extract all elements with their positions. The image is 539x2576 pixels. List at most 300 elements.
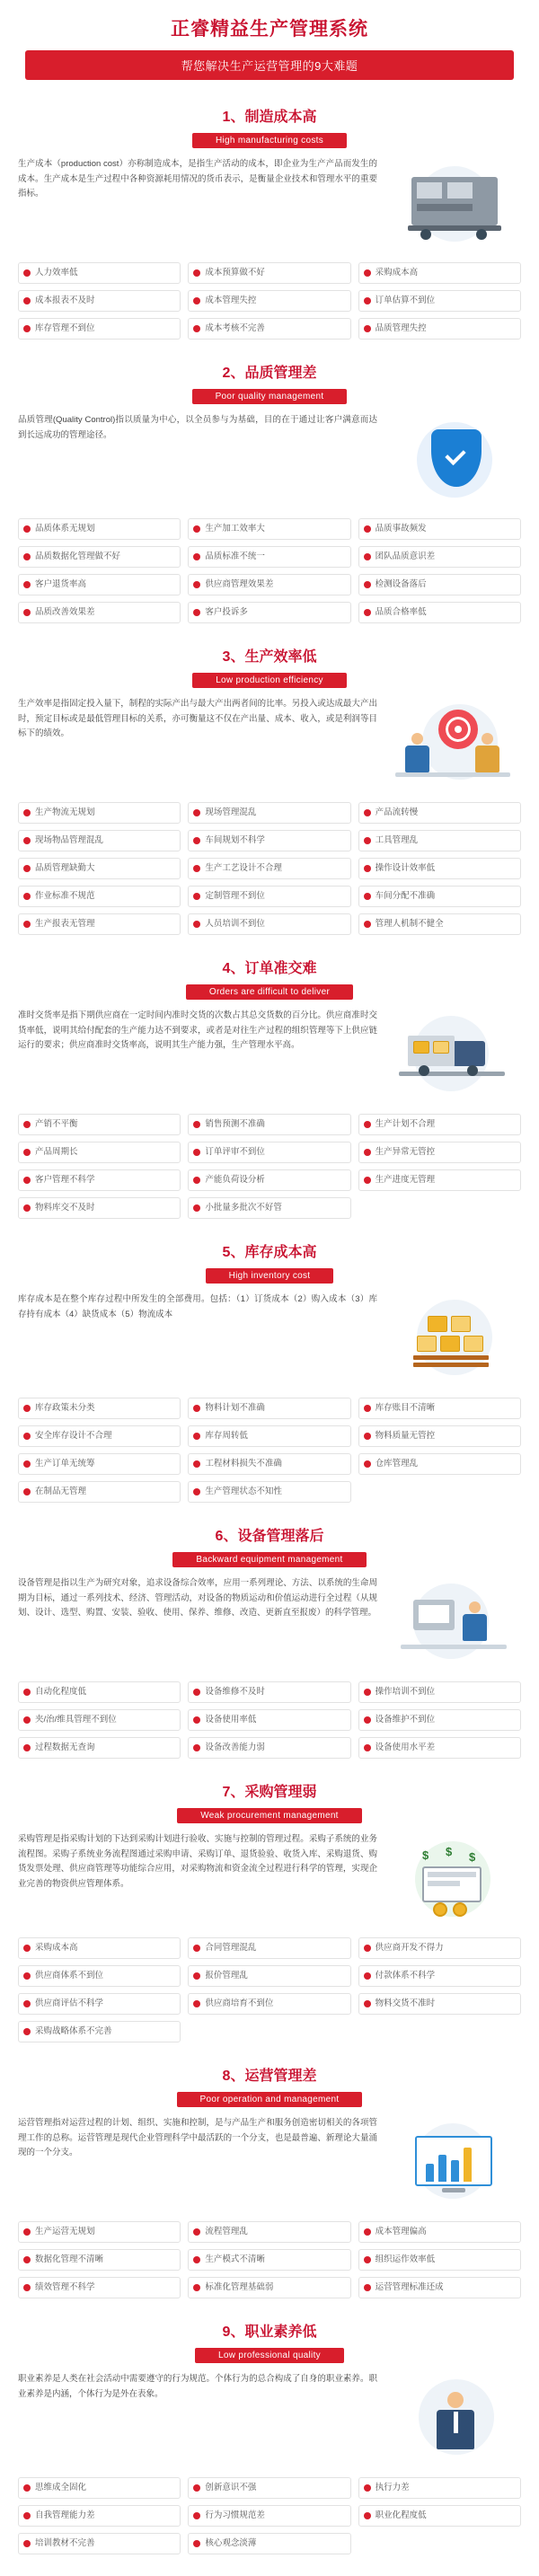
- bullet-dot-icon: [23, 325, 31, 332]
- bullet-dot-icon: [23, 1433, 31, 1440]
- bullet-dot-icon: [364, 1433, 371, 1440]
- bullet-label: 人员培训不到位: [205, 919, 265, 930]
- bullet-item: [358, 1425, 521, 1447]
- bullet-label: 采购成本高: [375, 268, 419, 278]
- bullet-label: 物料质量无管控: [375, 1431, 436, 1442]
- bullet-dot-icon: [364, 297, 371, 304]
- bullet-dot-icon: [23, 1149, 31, 1156]
- section-en-wrap: [13, 2090, 526, 2107]
- bullet-item: [188, 1993, 350, 2015]
- bullet-dot-icon: [364, 921, 371, 928]
- section-en-wrap: [13, 671, 526, 688]
- bullet-label: 设备使用水平差: [375, 1742, 436, 1753]
- bullet-item: [358, 318, 521, 340]
- bullet-label: 生产运营无规划: [35, 2227, 95, 2237]
- section-body: [13, 1292, 526, 1387]
- bullet-item: [188, 1197, 350, 1219]
- bullet-item: [358, 602, 521, 623]
- bullet-label: 自我管理能力差: [35, 2510, 95, 2521]
- bullet-dot-icon: [23, 2512, 31, 2519]
- bullet-label: 供应商开发不得力: [375, 1943, 444, 1954]
- bullet-item: [18, 1965, 181, 1987]
- bullet-dot-icon: [193, 325, 200, 332]
- bullet-label: 供应商培育不到位: [205, 1998, 274, 2009]
- bullet-dot-icon: [193, 837, 200, 844]
- section-title: 8、运营管理差: [222, 2069, 317, 2084]
- bullet-label: 生产报表无管理: [35, 919, 95, 930]
- bullet-item: [18, 2021, 181, 2042]
- bullet-dot-icon: [364, 325, 371, 332]
- bullet-label: 品质合格率低: [375, 607, 427, 618]
- section-body: [13, 1009, 526, 1103]
- bullet-item: [18, 830, 181, 851]
- bullet-item: [18, 1937, 181, 1959]
- section-bullets: [18, 1114, 521, 1219]
- bullet-dot-icon: [23, 2000, 31, 2007]
- bullet-dot-icon: [364, 837, 371, 844]
- bullet-dot-icon: [23, 1689, 31, 1696]
- section-en-badge: High inventory cost: [206, 1268, 334, 1284]
- section-5: [0, 1231, 539, 1503]
- bullet-dot-icon: [23, 297, 31, 304]
- bullet-item: [18, 1197, 181, 1219]
- bullet-dot-icon: [193, 525, 200, 533]
- bullet-label: 工具管理乱: [375, 835, 419, 846]
- bullet-item: [188, 1114, 350, 1135]
- bullet-dot-icon: [364, 893, 371, 900]
- bullet-dot-icon: [193, 1488, 200, 1495]
- bullet-dot-icon: [193, 1689, 200, 1696]
- bullet-label: 成本管理失控: [205, 296, 257, 306]
- bullet-item: [18, 574, 181, 595]
- bullet-item: [188, 1425, 350, 1447]
- bullet-item: [18, 913, 181, 935]
- bullet-item: [18, 1737, 181, 1759]
- section-bullets: [18, 518, 521, 623]
- bullet-item: [358, 518, 521, 540]
- bullet-item: [188, 2533, 350, 2554]
- bullet-item: [188, 546, 350, 568]
- bullet-item: [18, 1398, 181, 1419]
- bullet-label: 产品流转慢: [375, 807, 419, 818]
- bullet-item: [18, 2477, 181, 2499]
- bullet-label: 团队品质意识差: [375, 551, 436, 562]
- bullet-label: 付款体系不科学: [375, 1971, 436, 1981]
- bullet-label: 操作培训不到位: [375, 1687, 436, 1698]
- bullet-dot-icon: [193, 1716, 200, 1724]
- bullet-dot-icon: [193, 893, 200, 900]
- bullet-item: [358, 830, 521, 851]
- bullet-dot-icon: [23, 609, 31, 616]
- section-title: 4、订单准交难: [222, 961, 317, 976]
- bullet-label: 过程数据无查询: [35, 1742, 95, 1753]
- bullet-item: [358, 2249, 521, 2271]
- bullet-dot-icon: [23, 2284, 31, 2291]
- bullet-dot-icon: [23, 1716, 31, 1724]
- bullet-item: [358, 1453, 521, 1475]
- bullet-label: 生产订单无统筹: [35, 1459, 95, 1469]
- bullet-label: 生产异常无管控: [375, 1147, 436, 1158]
- bullet-label: 车间分配不准确: [375, 891, 436, 902]
- bullet-item: [18, 1681, 181, 1703]
- bullet-item: [18, 518, 181, 540]
- bullet-label: 生产模式不清晰: [205, 2254, 265, 2265]
- section-9: [0, 2311, 539, 2554]
- bullet-label: 定制管理不到位: [205, 891, 265, 902]
- section-illustration-warehouse: [386, 1292, 521, 1387]
- bullet-dot-icon: [193, 553, 200, 560]
- bullet-dot-icon: [193, 1460, 200, 1468]
- bullet-item: [358, 1142, 521, 1163]
- bullet-label: 供应商评估不科学: [35, 1998, 104, 2009]
- bullet-label: 报价管理乱: [205, 1971, 248, 1981]
- section-en-badge: High manufacturing costs: [192, 133, 347, 148]
- bullet-label: 采购战略体系不完善: [35, 2026, 112, 2037]
- bullet-item: [188, 1937, 350, 1959]
- section-7: [0, 1771, 539, 2042]
- bullet-item: [188, 1398, 350, 1419]
- bullet-label: 产能负荷设分析: [205, 1175, 265, 1186]
- section-en-badge: Low professional quality: [195, 2348, 344, 2363]
- bullet-item: [358, 1398, 521, 1419]
- bullet-dot-icon: [23, 1121, 31, 1128]
- section-bullets: [18, 2221, 521, 2298]
- bullet-item: [188, 2249, 350, 2271]
- section-en-wrap: [13, 1806, 526, 1823]
- section-illustration-person: [386, 2372, 521, 2466]
- bullet-label: 采购成本高: [35, 1943, 78, 1954]
- section-6: [0, 1515, 539, 1759]
- bullet-dot-icon: [193, 609, 200, 616]
- section-body: [13, 697, 526, 791]
- section-en-badge: Poor quality management: [192, 389, 348, 404]
- bullet-label: 检测设备落后: [375, 579, 427, 590]
- section-en-badge: Weak procurement management: [177, 1808, 362, 1823]
- bullet-item: [18, 1142, 181, 1163]
- bullet-item: [358, 574, 521, 595]
- bullet-label: 人力效率低: [35, 268, 78, 278]
- bullet-dot-icon: [23, 921, 31, 928]
- bullet-label: 供应商体系不到位: [35, 1971, 104, 1981]
- bullet-label: 产销不平衡: [35, 1119, 78, 1130]
- bullet-label: 组织运作效率低: [375, 2254, 436, 2265]
- bullet-label: 订单估算不到位: [375, 296, 436, 306]
- bullet-dot-icon: [23, 2484, 31, 2492]
- bullet-dot-icon: [364, 525, 371, 533]
- bullet-dot-icon: [364, 809, 371, 816]
- bullet-label: 流程管理乱: [205, 2227, 248, 2237]
- bullet-dot-icon: [364, 1460, 371, 1468]
- bullet-label: 行为习惯规范差: [205, 2510, 265, 2521]
- bullet-item: [358, 2505, 521, 2527]
- bullet-label: 绩效管理不科学: [35, 2282, 95, 2293]
- bullet-label: 自动化程度低: [35, 1687, 87, 1698]
- section-4: [0, 948, 539, 1219]
- section-title: 3、生产效率低: [222, 649, 317, 665]
- bullet-item: [188, 802, 350, 824]
- bullet-label: 产品周期长: [35, 1147, 78, 1158]
- section-en-wrap: [13, 1266, 526, 1284]
- bullet-dot-icon: [364, 2284, 371, 2291]
- bullet-item: [18, 1709, 181, 1731]
- bullet-label: 设备使用率低: [205, 1715, 257, 1725]
- bullet-label: 品质管理缺勤大: [35, 863, 95, 874]
- bullet-label: 创新意识不强: [205, 2483, 257, 2493]
- bullet-dot-icon: [23, 2540, 31, 2547]
- section-3: [0, 636, 539, 935]
- section-title: 7、采购管理弱: [222, 1785, 317, 1800]
- section-illustration-equipment: [386, 1576, 521, 1671]
- bullet-item: [188, 1681, 350, 1703]
- bullet-item: [18, 1453, 181, 1475]
- bullet-label: 车间规划不科学: [205, 835, 265, 846]
- bullet-dot-icon: [193, 297, 200, 304]
- section-bullets: [18, 1937, 521, 2042]
- bullet-label: 标准化管理基础弱: [205, 2282, 274, 2293]
- bullet-dot-icon: [193, 1149, 200, 1156]
- bullet-label: 品质事故频发: [375, 524, 427, 534]
- bullet-label: 执行力差: [375, 2483, 410, 2493]
- bullet-label: 成本考核不完善: [205, 323, 265, 334]
- section-en-wrap: [13, 2346, 526, 2363]
- bullet-label: 安全库存设计不合理: [35, 1431, 112, 1442]
- section-description: 职业素养是人类在社会活动中需要遵守的行为规范。个体行为的总合构成了自身的职业素养。职业素养是内涵，个体行为是外在表象。: [18, 2374, 377, 2399]
- bullet-item: [188, 2505, 350, 2527]
- bullet-dot-icon: [193, 269, 200, 277]
- bullet-label: 成本管理偏高: [375, 2227, 427, 2237]
- bullet-label: 物料库交不及时: [35, 1203, 95, 1213]
- bullet-dot-icon: [364, 1945, 371, 1952]
- bullet-dot-icon: [23, 1204, 31, 1212]
- section-description: 准时交货率是指下期供应商在一定时间内准时交货的次数占其总交货数的百分比。供应商准时交货率低，说明其给付配套的生产能力达不到要求，或者是对往生产过程的组织管理等下上供应链运行的要求；供应商准时交货率高，说明其生产能力强，生产管理水平高。: [18, 1010, 377, 1051]
- bullet-label: 品质体系无规划: [35, 524, 95, 534]
- bullet-label: 成本预算做不好: [205, 268, 265, 278]
- bullet-item: [188, 518, 350, 540]
- bullet-label: 生产工艺设计不合理: [205, 863, 282, 874]
- bullet-item: [18, 886, 181, 907]
- bullet-dot-icon: [23, 1177, 31, 1184]
- bullet-dot-icon: [23, 2228, 31, 2236]
- bullet-item: [358, 290, 521, 312]
- section-2: [0, 352, 539, 623]
- bullet-item: [358, 1737, 521, 1759]
- bullet-dot-icon: [364, 553, 371, 560]
- section-illustration-money: $ $ $: [386, 1832, 521, 1927]
- bullet-dot-icon: [23, 525, 31, 533]
- bullet-label: 设备维护不到位: [375, 1715, 436, 1725]
- bullet-item: [18, 858, 181, 879]
- bullet-dot-icon: [364, 1716, 371, 1724]
- bullet-dot-icon: [23, 269, 31, 277]
- bullet-dot-icon: [23, 1945, 31, 1952]
- bullet-label: 成本报表不及时: [35, 296, 95, 306]
- bullet-item: [18, 1993, 181, 2015]
- bullet-dot-icon: [23, 1460, 31, 1468]
- bullet-dot-icon: [364, 1972, 371, 1980]
- section-en-badge: Low production efficiency: [192, 673, 347, 688]
- bullet-dot-icon: [364, 1149, 371, 1156]
- section-bullets: [18, 262, 521, 340]
- section-en-wrap: [13, 983, 526, 1000]
- bullet-item: [188, 318, 350, 340]
- bullet-dot-icon: [193, 1945, 200, 1952]
- bullet-dot-icon: [193, 1177, 200, 1184]
- bullet-dot-icon: [23, 2256, 31, 2263]
- bullet-dot-icon: [193, 2228, 200, 2236]
- section-en-wrap: [13, 131, 526, 148]
- bullet-label: 库存账目不清晰: [375, 1403, 436, 1414]
- bullet-label: 思维成全固化: [35, 2483, 87, 2493]
- section-illustration-factory: [386, 157, 521, 251]
- bullet-dot-icon: [364, 2228, 371, 2236]
- bullet-dot-icon: [23, 1744, 31, 1751]
- bullet-item: [18, 1481, 181, 1503]
- bullet-label: 订单评审不到位: [205, 1147, 265, 1158]
- bullet-dot-icon: [193, 1405, 200, 1412]
- section-body: [13, 2372, 526, 2466]
- bullet-label: 客户投诉多: [205, 607, 248, 618]
- bullet-label: 设备改善能力弱: [205, 1742, 265, 1753]
- bullet-item: [188, 1965, 350, 1987]
- bullet-item: [188, 602, 350, 623]
- bullet-item: [188, 830, 350, 851]
- bullet-item: [18, 1425, 181, 1447]
- bullet-item: [18, 290, 181, 312]
- bullet-dot-icon: [23, 2028, 31, 2035]
- bullet-item: [358, 2277, 521, 2298]
- bullet-item: [358, 1965, 521, 1987]
- section-en-badge: Orders are difficult to deliver: [186, 984, 353, 1000]
- section-1: [0, 96, 539, 340]
- bullet-item: [188, 886, 350, 907]
- bullet-label: 生产加工效率大: [205, 524, 265, 534]
- page-subtitle: 帮您解决生产运营管理的9大难题: [25, 50, 514, 80]
- bullet-item: [188, 290, 350, 312]
- bullet-item: [188, 262, 350, 284]
- bullet-dot-icon: [193, 2256, 200, 2263]
- section-bullets: [18, 802, 521, 935]
- section-description: 品质管理(Quality Control)指以质量为中心，以全员参与为基础，目的在于通过让客户满意而达到长远成功的管理途径。: [18, 415, 377, 440]
- bullet-label: 设备维修不及时: [205, 1687, 265, 1698]
- section-description: 生产成本（production cost）亦称制造成本，是指生产活动的成本，即企业为生产产品而发生的成本。生产成本是生产过程中各种资源耗用情况的货币表示，是衡量企业技术和管理水平的重要指标。: [18, 159, 377, 199]
- bullet-dot-icon: [193, 1204, 200, 1212]
- bullet-item: [188, 1142, 350, 1163]
- bullet-dot-icon: [23, 893, 31, 900]
- section-bullets: [18, 2477, 521, 2554]
- bullet-dot-icon: [364, 2512, 371, 2519]
- bullet-item: [18, 2277, 181, 2298]
- bullet-label: 物料计划不准确: [205, 1403, 265, 1414]
- bullet-item: [358, 262, 521, 284]
- bullet-dot-icon: [364, 269, 371, 277]
- bullet-label: 库存管理不到位: [35, 323, 95, 334]
- bullet-item: [358, 1993, 521, 2015]
- bullet-item: [188, 1737, 350, 1759]
- section-description: 运营管理指对运营过程的计划、组织、实施和控制，是与产品生产和服务创造密切相关的各项管理工作的总称。运营管理是现代企业管理科学中最活跃的一个分支，也是最普遍、新理论大量涌现的一个分支。: [18, 2118, 377, 2158]
- section-title: 6、设备管理落后: [215, 1529, 324, 1544]
- section-illustration-shield: [386, 413, 521, 507]
- bullet-dot-icon: [364, 1689, 371, 1696]
- bullet-label: 夹/治/维具管理不到位: [35, 1715, 117, 1725]
- bullet-label: 工程材料损失不准确: [205, 1459, 282, 1469]
- bullet-dot-icon: [193, 921, 200, 928]
- section-en-badge: Backward equipment management: [172, 1552, 366, 1567]
- bullet-label: 物料交货不准时: [375, 1998, 436, 2009]
- section-en-wrap: [13, 1550, 526, 1567]
- bullet-label: 生产计划不合理: [375, 1119, 436, 1130]
- bullet-item: [188, 1709, 350, 1731]
- bullet-dot-icon: [364, 1744, 371, 1751]
- bullet-item: [18, 2249, 181, 2271]
- bullet-item: [358, 546, 521, 568]
- bullet-label: 核心观念淡薄: [205, 2538, 257, 2549]
- bullet-item: [18, 802, 181, 824]
- section-description: 采购管理是指采购计划的下达到采购计划进行验收、实施与控制的管理过程。采购子系统的业务流程图。采购子系统业务流程图通过采购申请、采购订单、退货验验、收货入库、采购退货、购货发票处理、供应商管理等功能综合应用，对采购物流和资金流全过程进行科学的管理，实现企业完善的物资供应管理体系。: [18, 1834, 377, 1889]
- bullet-label: 生产物流无规划: [35, 807, 95, 818]
- bullet-label: 数据化管理不清晰: [35, 2254, 104, 2265]
- bullet-label: 管理人机制不健全: [375, 919, 444, 930]
- bullet-item: [188, 1481, 350, 1503]
- bullet-label: 合同管理混乱: [205, 1943, 257, 1954]
- bullet-dot-icon: [364, 1405, 371, 1412]
- bullet-label: 销售预测不准确: [205, 1119, 265, 1130]
- bullet-item: [188, 574, 350, 595]
- bullet-label: 品质数据化管理做不好: [35, 551, 121, 562]
- bullet-dot-icon: [193, 2484, 200, 2492]
- bullet-label: 现场管理混乱: [205, 807, 257, 818]
- bullet-item: [358, 802, 521, 824]
- bullet-dot-icon: [23, 581, 31, 588]
- bullet-item: [188, 913, 350, 935]
- section-en-wrap: [13, 387, 526, 404]
- bullet-item: [358, 1681, 521, 1703]
- bullet-dot-icon: [193, 2000, 200, 2007]
- bullet-item: [188, 1169, 350, 1191]
- bullet-item: [358, 2477, 521, 2499]
- bullet-label: 供应商管理效果差: [205, 579, 274, 590]
- section-description: 设备管理是指以生产为研究对象，追求设备综合效率，应用一系列理论、方法、以系统的生命周期为目标，通过一系列技术、经济、管理活动，对设备的物质运动和价值运动进行全过程（从规划、设计、选型、购置、安装、验收、使用、保养、维修、改造、更新直至报废）的科学管理。: [18, 1578, 377, 1619]
- bullet-dot-icon: [23, 1405, 31, 1412]
- bullet-dot-icon: [364, 865, 371, 872]
- bullet-item: [358, 1114, 521, 1135]
- section-illustration-gear: [386, 697, 521, 791]
- section-bullets: [18, 1398, 521, 1503]
- section-description: 生产效率是指固定投入量下，制程的实际产出与最大产出两者间的比率。另投入或达成最大产出时，预定目标或是最低管理目标的关系，亦可衡量这不仅在产出量、成本、收入，或是利润等目标下的绩效。: [18, 699, 377, 739]
- bullet-dot-icon: [364, 2000, 371, 2007]
- section-illustration-chart: [386, 2116, 521, 2210]
- bullet-item: [188, 2277, 350, 2298]
- bullet-item: [18, 2533, 181, 2554]
- bullet-dot-icon: [193, 581, 200, 588]
- bullet-item: [18, 1114, 181, 1135]
- bullet-label: 小批量多批次不好管: [205, 1203, 282, 1213]
- bullet-label: 职业化程度低: [375, 2510, 427, 2521]
- section-en-badge: Poor operation and management: [177, 2092, 363, 2107]
- bullet-item: [188, 2477, 350, 2499]
- section-body: [13, 157, 526, 251]
- bullet-dot-icon: [193, 1121, 200, 1128]
- bullet-dot-icon: [193, 2512, 200, 2519]
- bullet-dot-icon: [364, 2256, 371, 2263]
- bullet-item: [18, 1169, 181, 1191]
- bullet-label: 生产进度无管理: [375, 1175, 436, 1186]
- section-8: [0, 2055, 539, 2298]
- bullet-item: [358, 1169, 521, 1191]
- bullet-label: 操作设计效率低: [375, 863, 436, 874]
- bullet-label: 品质改善效果差: [35, 607, 95, 618]
- section-bullets: [18, 1681, 521, 1759]
- bullet-label: 在制品无管理: [35, 1486, 87, 1497]
